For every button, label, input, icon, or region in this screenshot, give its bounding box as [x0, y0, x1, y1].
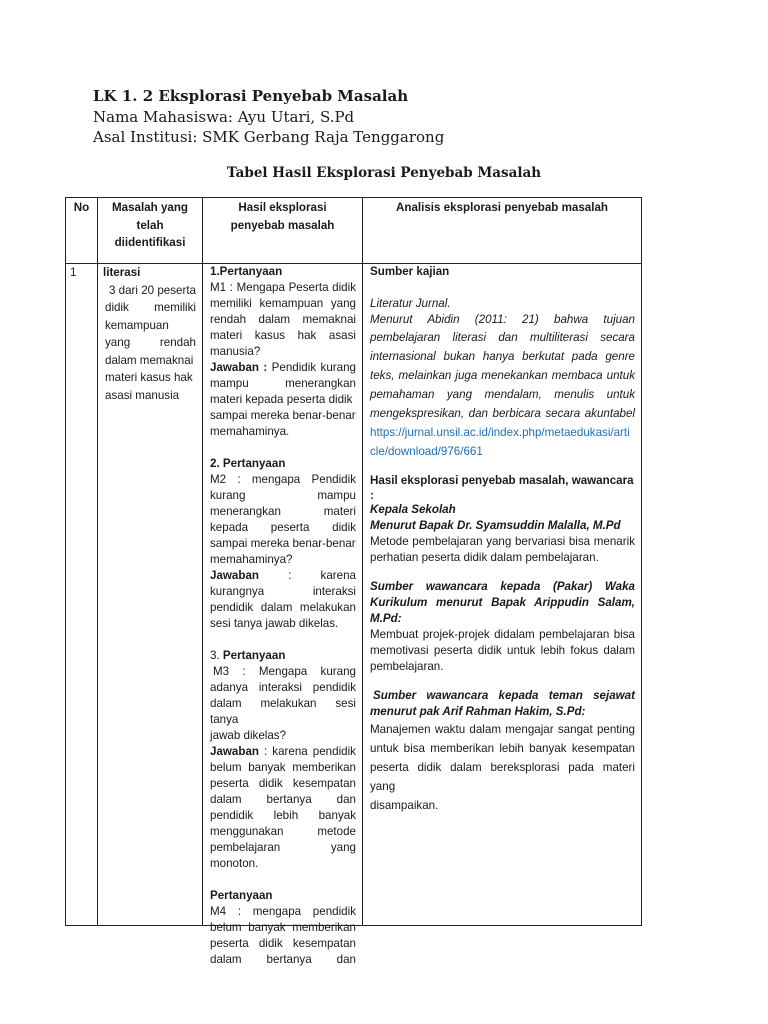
text-line: disampaikan.: [370, 799, 439, 812]
text-line: asasi manusia: [105, 388, 180, 402]
text-line: Masalah yang: [111, 201, 189, 214]
text-line: M2 : mengapa Pendidik: [210, 473, 356, 486]
text-line: Jawaban: [210, 745, 259, 758]
text-line: M3 : Mengapa kurang: [213, 665, 356, 678]
q3-heading: [210, 648, 356, 664]
text-line: Kurikulum menurut Bapak Arippudin Salam,: [370, 596, 635, 609]
text-line: [210, 568, 356, 584]
text-line: belum banyak memberikan: [210, 921, 356, 934]
text-line: belum banyak memberikan: [210, 761, 356, 774]
header-masalah: [98, 199, 202, 252]
header-analisis: Analisis eksplorasi penyebab masalah: [395, 201, 608, 214]
text-line: memahaminya.: [210, 425, 290, 438]
text-line: sesi tanya jawab dikelas.: [210, 617, 339, 630]
analisis-cell: [370, 264, 635, 815]
text-line: memiliki kemampuan yang: [210, 297, 356, 310]
text-line: 1.: [210, 265, 220, 278]
text-line: telah: [136, 218, 164, 232]
text-line: Menurut Abidin (2011: 21) bahwa tujuan: [370, 313, 635, 326]
text-line: Kepala Sekolah: [370, 503, 456, 516]
text-line: jawab dikelas?: [210, 729, 287, 742]
text-line: dalam memaknai: [105, 353, 194, 367]
text-line: dalam melakukan sesi tanya: [210, 697, 356, 726]
text-line: Pertanyaan: [219, 265, 283, 278]
text-line: memahaminya?: [210, 553, 293, 566]
text-line: sampai mereka benar-benar: [210, 537, 356, 550]
text-line: pembelajaran.: [370, 660, 444, 673]
text-line: rendah dalam memaknai: [210, 313, 356, 326]
text-line: :: [370, 489, 374, 502]
text-line: pendidik dalam melakukan: [210, 601, 356, 614]
text-line: Pendidik kurang: [271, 361, 356, 374]
text-line: : karena pendidik: [264, 745, 356, 758]
text-line: peserta didik kesempatan: [210, 937, 356, 950]
text-line: monoton.: [210, 857, 259, 870]
text-line: materi kasus hak: [105, 371, 193, 384]
sumber-kajian: Sumber kajian: [370, 265, 450, 278]
text-line: M4 : mengapa pendidik: [210, 905, 356, 918]
text-line: Hasil eksplorasi: [238, 201, 327, 214]
q1-heading: [210, 264, 356, 280]
text-line: Hasil eksplorasi penyebab masalah, wawancara: [370, 474, 634, 487]
text-line: Jawaban: [210, 569, 259, 582]
text-line: didik memiliki: [105, 301, 196, 314]
text-line: Menurut Bapak Dr. Syamsuddin Malalla, M.Pd: [370, 519, 621, 532]
worksheet-title: LK 1. 2 Eksplorasi Penyebab Masalah: [93, 87, 409, 105]
text-line: sampai mereka benar-benar: [210, 409, 356, 422]
text-line: diidentifikasi: [114, 236, 186, 249]
text-line: internasional bukan hanya berkutat pada genre: [370, 350, 635, 363]
text-line: menerangkan materi: [210, 505, 356, 518]
text-line: kurang mampu: [210, 489, 356, 502]
text-line: Sumber wawancara kepada (Pakar) Waka: [370, 580, 635, 593]
journal-link-cont[interactable]: cle/download/976/661: [370, 445, 483, 458]
text-line: Metode pembelajaran yang bervariasi bisa menarik: [370, 535, 635, 548]
institution: Asal Institusi: SMK Gerbang Raja Tenggarong: [93, 128, 445, 146]
text-line: perhatian peserta didik dalam pembelajaran.: [370, 551, 599, 564]
text-line: peserta didik dalam bereksplorasi pada materi yang: [370, 761, 635, 793]
text-line: Pertanyaan: [222, 649, 286, 662]
row-number: 1: [70, 266, 77, 279]
text-line: teks, melainkan juga menekankan membaca untuk: [370, 369, 635, 382]
text-line: untuk bisa memberikan lebih banyak kesempatan: [370, 742, 635, 755]
text-line: Manajemen waktu dalam mengajar sangat penting: [370, 723, 635, 736]
text-line: menggunakan metode: [210, 825, 356, 838]
masalah-title: literasi: [103, 266, 141, 279]
text-line: M1 : Mengapa Peserta didik: [210, 281, 356, 294]
text-line: dalam bertanya dan: [210, 953, 356, 966]
text-line: yang rendah: [105, 336, 196, 349]
text-line: mengekspresikan, dan berbicara secara akuntabel: [370, 407, 635, 420]
text-line: pembelajaran yang: [210, 841, 356, 854]
text-line: pendidik lebih banyak: [210, 809, 356, 822]
text-line: penyebab masalah: [230, 218, 335, 232]
text-line: [210, 360, 356, 376]
journal-link[interactable]: https://jurnal.unsil.ac.id/index.php/metaedukasi/arti: [370, 426, 630, 439]
exploration-table: [65, 197, 642, 966]
text-line: materi kasus hak asasi: [210, 329, 356, 342]
text-line: menurut pak Arif Rahman Hakim, S.Pd:: [370, 705, 586, 718]
text-line: M.Pd:: [370, 612, 402, 625]
text-line: materi kepada peserta didik: [210, 393, 353, 406]
text-line: [210, 744, 356, 760]
header-no: No: [73, 201, 90, 214]
text-line: mampu menerangkan: [210, 377, 356, 390]
masalah-cell: [105, 264, 196, 404]
text-line: manusia?: [210, 345, 261, 358]
text-line: Jawaban :: [210, 361, 268, 374]
hasil-cell: [210, 264, 356, 968]
text-line: dalam bertanya dan: [210, 793, 356, 806]
text-line: memotivasi peserta didik untuk lebih fokus dalam: [370, 644, 635, 657]
table-title: Tabel Hasil Eksplorasi Penyebab Masalah: [226, 165, 542, 181]
header-hasil: [203, 199, 362, 234]
text-line: Membuat projek-projek didalam pembelajaran bisa: [370, 628, 635, 641]
q4-heading: Pertanyaan: [210, 889, 273, 902]
text-line: pemahaman yang mendalam, menulis untuk: [370, 388, 635, 401]
text-line: pembelajaran literasi dan multiliterasi secara: [370, 331, 635, 344]
q2-heading: 2. Pertanyaan: [210, 457, 286, 470]
text-line: kurangnya interaksi: [210, 585, 356, 598]
text-line: 3 dari 20 peserta: [108, 283, 196, 297]
text-line: kepada peserta didik: [210, 521, 356, 534]
text-line: Sumber wawancara kepada teman sejawat: [373, 689, 635, 702]
text-line: adanya interaksi pendidik: [210, 681, 356, 694]
text-line: kemampuan: [105, 318, 169, 332]
text-line: : karena: [288, 569, 356, 582]
literatur-label: Literatur Jurnal.: [370, 297, 451, 310]
text-line: peserta didik kesempatan: [210, 777, 356, 790]
text-line: 3.: [210, 649, 220, 662]
student-name: Nama Mahasiswa: Ayu Utari, S.Pd: [93, 108, 355, 126]
